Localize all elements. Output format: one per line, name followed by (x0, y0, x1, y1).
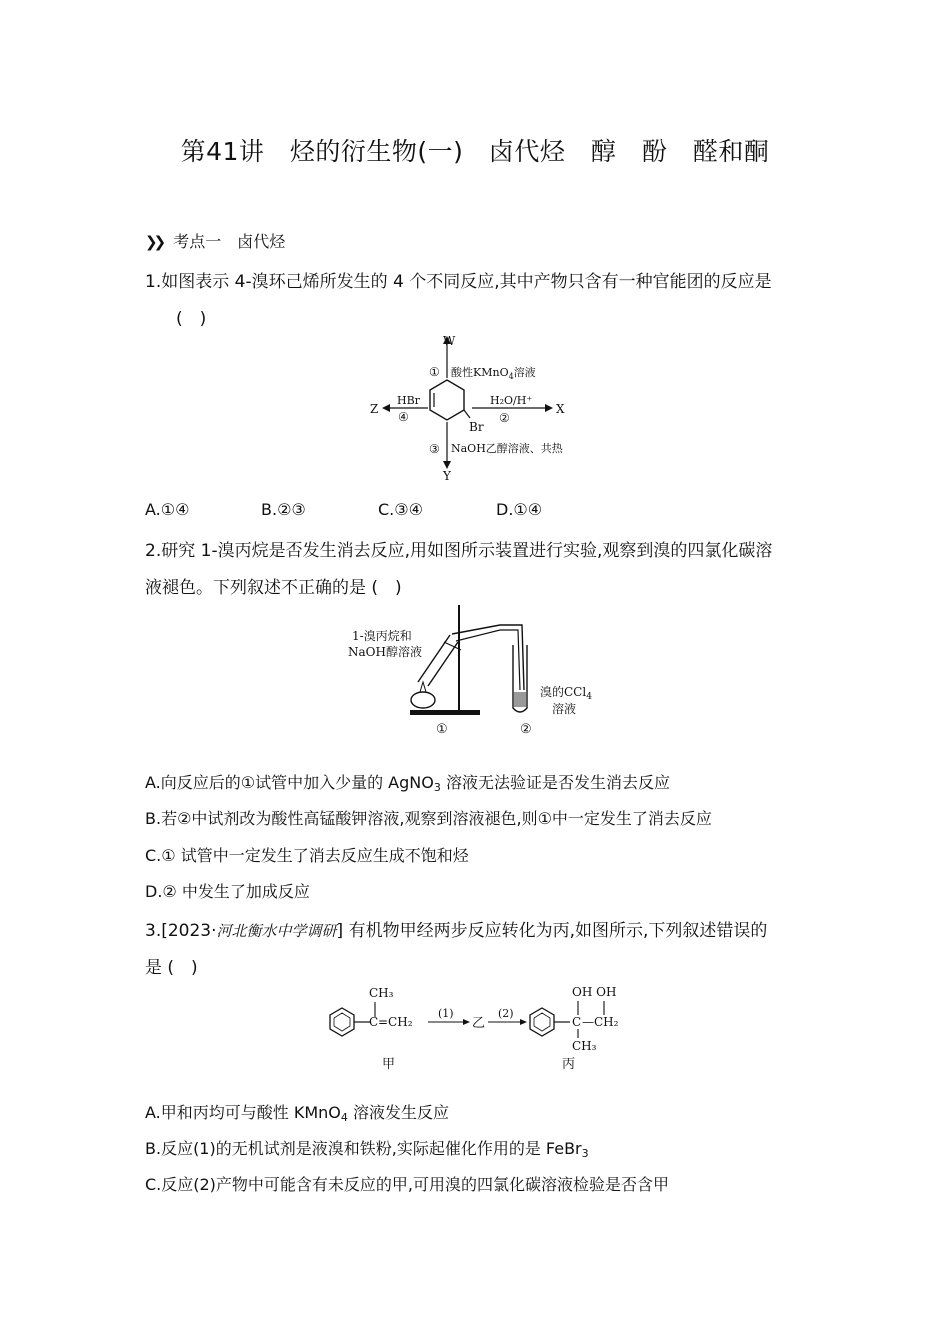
q1-stem: 1.如图表示 4-溴环己烯所发生的 4 个不同反应,其中产物只含有一种官能团的反应是 (145, 272, 772, 292)
q2-option-b: B.若②中试剂改为酸性高锰酸钾溶液,观察到溶液褪色,则①中一定发生了消去反应 (145, 809, 712, 828)
br-substituent: Br (469, 420, 484, 434)
methyl-top: CH₃ (369, 986, 394, 1000)
benzene-ring-right (530, 1008, 554, 1036)
reagent-kmno4: 酸性KMnO$_4$溶液 (451, 366, 536, 381)
arrow-left-head (382, 404, 390, 412)
apparatus-num-1: ① (436, 722, 448, 737)
ccl4-solution (514, 692, 526, 707)
q1-option-a: A.①④ (145, 500, 190, 519)
methylene-right: —CH₂ (582, 1015, 619, 1029)
q2-option-c: C.① 试管中一定发生了消去反应生成不饱和烃 (145, 846, 469, 865)
carbon-c-right: C (572, 1015, 582, 1029)
q2-option-d: D.② 中发生了加成反应 (145, 882, 310, 901)
tube-label-1: 溴的CCl$_4$ (540, 685, 592, 702)
reagent-water-acid: H₂O/H⁺ (490, 394, 533, 407)
q3-option-c: C.反应(2)产物中可能含有未反应的甲,可用溴的四氯化碳溶液检验是否含甲 (145, 1175, 670, 1194)
q3-option-b: B.反应(1)的无机试剂是液溴和铁粉,实际起催化作用的是 FeBr$_3$ (145, 1139, 589, 1160)
q2-option-a: A.向反应后的①试管中加入少量的 AgNO$_3$ 溶液无法验证是否发生消去反应 (145, 773, 670, 794)
methyl-bottom: CH₃ (572, 1039, 597, 1053)
reagent-naoh: NaOH乙醇溶液、共热 (451, 442, 563, 455)
reactant-label-2: NaOH醇溶液 (348, 645, 422, 659)
q1-option-d: D.①④ (496, 500, 543, 519)
apparatus-num-2: ② (520, 722, 532, 737)
product-y: Y (443, 469, 451, 483)
num-1: ① (429, 365, 440, 379)
reagent-hbr: HBr (397, 394, 420, 407)
cyclohexene-ring (430, 380, 464, 420)
reactant-label-1: 1-溴丙烷和 (352, 629, 412, 643)
label-bing: 丙 (562, 1057, 576, 1072)
q3-stem-line1: 3.[2023·河北衡水中学调研] 有机物甲经两步反应转化为丙,如图所示,下列叙述错误的 (145, 921, 768, 941)
q2-stem-line2: 液褪色。下列叙述不正确的是 ( ) (145, 578, 402, 598)
num-3: ③ (429, 442, 440, 456)
q1-reaction-diagram (360, 330, 600, 485)
num-4: ④ (398, 410, 409, 424)
tube-label-2: 溶液 (552, 702, 577, 716)
label-jia: 甲 (382, 1057, 396, 1072)
q3-option-a: A.甲和丙均可与酸性 KMnO$_4$ 溶液发生反应 (145, 1103, 449, 1124)
product-z: Z (370, 402, 379, 416)
num-2: ② (499, 411, 510, 425)
product-x: X (556, 402, 565, 416)
q1-answer-bracket: ( ) (176, 309, 207, 329)
hydroxyl-pair: OH OH (572, 985, 617, 999)
q2-apparatus-diagram (340, 600, 620, 740)
product-w: W (443, 334, 456, 348)
methylene-left: =CH₂ (378, 1015, 413, 1029)
q3-source: 河北衡水中学调研 (216, 922, 337, 940)
q3-reaction-diagram (320, 980, 640, 1075)
q2-stem-line1: 2.研究 1-溴丙烷是否发生消去反应,用如图所示装置进行实验,观察到溴的四氯化碳溶 (145, 541, 773, 561)
q1-option-b: B.②③ (261, 500, 306, 519)
step-1-label: (1) (438, 1007, 454, 1020)
flame (420, 682, 426, 692)
q1-option-c: C.③④ (378, 500, 423, 519)
section-label: 考点一 卤代烃 (173, 232, 286, 251)
step-2-label: (2) (498, 1007, 514, 1020)
section-header (145, 229, 285, 252)
q3-stem-line2: 是 ( ) (145, 958, 198, 978)
arrow-down-head (443, 461, 451, 469)
arrow-right-head (545, 404, 553, 412)
stand-base (410, 710, 480, 715)
intermediate-yi: 乙 (472, 1016, 486, 1031)
alcohol-lamp (411, 692, 435, 708)
br-bond (464, 410, 470, 418)
page-title: 第41讲 烃的衍生物(一) 卤代烃 醇 酚 醛和酮 (180, 137, 770, 166)
double-chevron-icon: ❯❯ (145, 233, 163, 251)
carbon-c: C (369, 1015, 379, 1029)
